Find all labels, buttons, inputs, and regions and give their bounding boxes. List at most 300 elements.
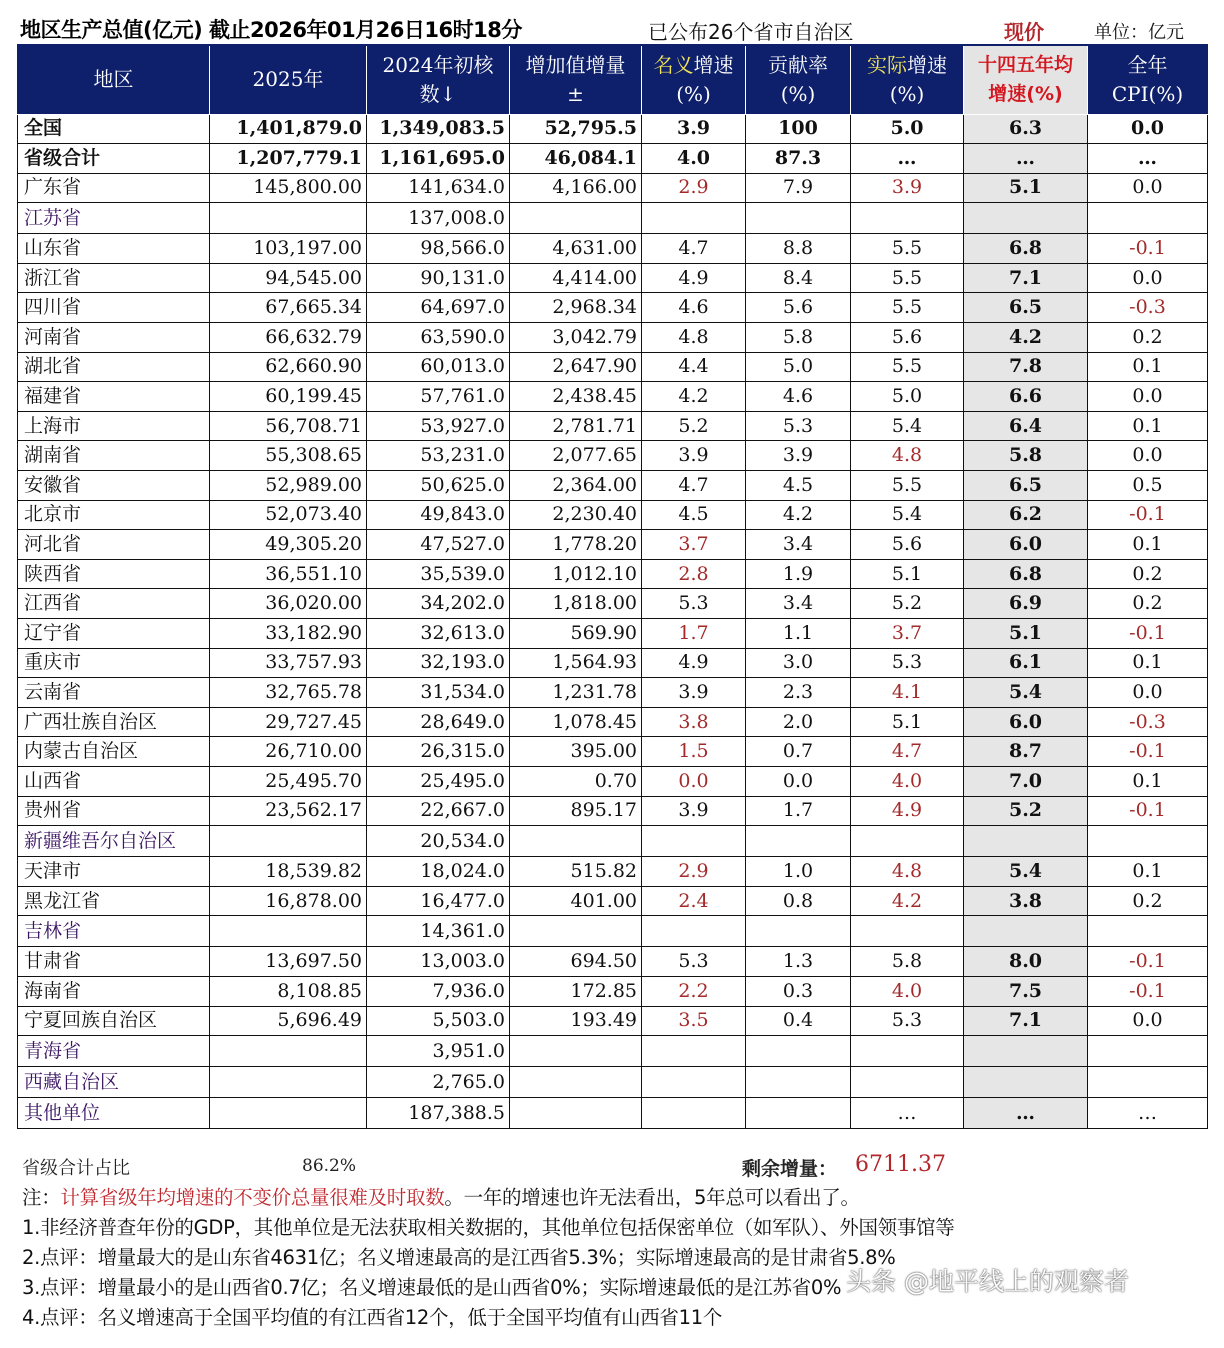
- avg14-cell: 6.0: [964, 530, 1088, 560]
- col-header-increment[interactable]: 增加值增量 ±: [510, 45, 642, 114]
- nominal-growth-cell: 1.5: [642, 737, 746, 767]
- increment-cell: 2,230.40: [510, 500, 642, 530]
- cpi-cell: 0.1: [1088, 766, 1208, 796]
- table-row: [18, 559, 1208, 589]
- region-cell: 其他单位: [18, 1098, 210, 1129]
- contribution-cell: [746, 1098, 851, 1129]
- region-cell: 天津市: [18, 857, 210, 887]
- gdp2025-cell: 55,308.65: [210, 441, 367, 471]
- real-growth-cell: 5.0: [851, 114, 964, 144]
- avg14-cell: 8.7: [964, 737, 1088, 767]
- gdp2024-cell: 35,539.0: [367, 559, 510, 589]
- gdp2024-cell: 25,495.0: [367, 766, 510, 796]
- cpi-cell: 0.2: [1088, 886, 1208, 916]
- avg14-cell: 7.1: [964, 263, 1088, 293]
- gdp2024-cell: 13,003.0: [367, 947, 510, 977]
- gdp2024-cell: 20,534.0: [367, 826, 510, 857]
- gdp2025-cell: 23,562.17: [210, 796, 367, 826]
- gdp2025-cell: 52,989.00: [210, 471, 367, 501]
- contribution-cell: 2.0: [746, 707, 851, 737]
- table-row: [18, 323, 1208, 353]
- table-row: [18, 678, 1208, 708]
- increment-cell: [510, 916, 642, 947]
- nominal-growth-cell: 3.5: [642, 1006, 746, 1036]
- real-growth-cell: 5.5: [851, 471, 964, 501]
- contribution-cell: 8.4: [746, 263, 851, 293]
- region-cell: 广西壮族自治区: [18, 707, 210, 737]
- increment-cell: 1,818.00: [510, 589, 642, 619]
- nominal-growth-cell: 3.7: [642, 530, 746, 560]
- cpi-cell: [1088, 1067, 1208, 1098]
- cpi-cell: 0.1: [1088, 352, 1208, 382]
- contribution-cell: 87.3: [746, 144, 851, 174]
- nominal-growth-cell: 4.7: [642, 471, 746, 501]
- avg14-cell: 6.4: [964, 411, 1088, 441]
- gdp2025-cell: 8,108.85: [210, 976, 367, 1006]
- nominal-growth-cell: 3.9: [642, 441, 746, 471]
- contribution-cell: [746, 203, 851, 234]
- nominal-growth-cell: 3.9: [642, 114, 746, 144]
- nominal-growth-cell: 4.8: [642, 323, 746, 353]
- region-cell: 上海市: [18, 411, 210, 441]
- gdp2025-cell: 26,710.00: [210, 737, 367, 767]
- cpi-cell: 0.1: [1088, 411, 1208, 441]
- nominal-growth-cell: [642, 1067, 746, 1098]
- col-header-cpi[interactable]: 全年 CPI(%): [1088, 45, 1208, 114]
- contribution-cell: 3.4: [746, 589, 851, 619]
- cpi-cell: 0.0: [1088, 678, 1208, 708]
- gdp2024-cell: 47,527.0: [367, 530, 510, 560]
- contribution-cell: 4.2: [746, 500, 851, 530]
- table-row: [18, 1098, 1208, 1129]
- nominal-growth-cell: 2.8: [642, 559, 746, 589]
- col-header-14th-plan-avg[interactable]: 十四五年均 增速(%): [964, 45, 1088, 114]
- gdp2024-cell: 187,388.5: [367, 1098, 510, 1129]
- increment-cell: 2,781.71: [510, 411, 642, 441]
- gdp2024-cell: 31,534.0: [367, 678, 510, 708]
- nominal-growth-cell: [642, 1036, 746, 1067]
- avg14-cell: [964, 203, 1088, 234]
- increment-cell: 1,778.20: [510, 530, 642, 560]
- gdp2024-cell: 98,566.0: [367, 234, 510, 264]
- top-bar: [0, 0, 1224, 44]
- table-header-row: [18, 45, 1208, 114]
- col-header-contribution[interactable]: 贡献率 (%): [746, 45, 851, 114]
- real-growth-cell: 5.5: [851, 352, 964, 382]
- cpi-cell: 0.0: [1088, 441, 1208, 471]
- cpi-cell: …: [1088, 144, 1208, 174]
- cpi-cell: 0.0: [1088, 1006, 1208, 1036]
- real-growth-cell: 5.6: [851, 323, 964, 353]
- note-item-2: 2.点评：增量最大的是山东省4631亿；名义增速最高的是江西省5.3%；实际增速最高的是甘肃省5.8%: [22, 1246, 896, 1269]
- contribution-cell: [746, 826, 851, 857]
- note-item-4: 4.点评：名义增速高于全国平均值的有江西省12个，低于全国平均值有山西省11个: [22, 1306, 723, 1329]
- gdp2025-cell: 16,878.00: [210, 886, 367, 916]
- region-cell: 内蒙古自治区: [18, 737, 210, 767]
- real-growth-cell: 5.1: [851, 559, 964, 589]
- region-cell: 陕西省: [18, 559, 210, 589]
- table-row: [18, 886, 1208, 916]
- increment-cell: 172.85: [510, 976, 642, 1006]
- real-growth-cell: 5.5: [851, 293, 964, 323]
- region-cell: 全国: [18, 114, 210, 144]
- avg14-cell: 6.3: [964, 114, 1088, 144]
- region-cell: 四川省: [18, 293, 210, 323]
- gdp2025-cell: 36,020.00: [210, 589, 367, 619]
- increment-cell: 3,042.79: [510, 323, 642, 353]
- contribution-cell: [746, 1067, 851, 1098]
- table-row: [18, 947, 1208, 977]
- increment-cell: [510, 1098, 642, 1129]
- real-growth-cell: 3.7: [851, 619, 964, 649]
- table-row: [18, 293, 1208, 323]
- nominal-growth-cell: 3.8: [642, 707, 746, 737]
- region-cell: 广东省: [18, 173, 210, 203]
- region-cell: 福建省: [18, 382, 210, 412]
- avg14-cell: [964, 826, 1088, 857]
- contribution-cell: 5.3: [746, 411, 851, 441]
- gdp2025-cell: [210, 203, 367, 234]
- region-cell: 江西省: [18, 589, 210, 619]
- real-growth-cell: [851, 203, 964, 234]
- nominal-growth-cell: 4.9: [642, 648, 746, 678]
- gdp2025-cell: 33,182.90: [210, 619, 367, 649]
- gdp2025-cell: [210, 826, 367, 857]
- contribution-cell: 1.3: [746, 947, 851, 977]
- nominal-growth-cell: [642, 826, 746, 857]
- provincial-share-value: 86.2%: [302, 1156, 357, 1176]
- table-row: [18, 530, 1208, 560]
- region-cell: 新疆维吾尔自治区: [18, 826, 210, 857]
- increment-cell: 1,564.93: [510, 648, 642, 678]
- cpi-cell: 0.0: [1088, 114, 1208, 144]
- nominal-growth-cell: 2.4: [642, 886, 746, 916]
- avg14-cell: …: [964, 144, 1088, 174]
- cpi-cell: -0.1: [1088, 234, 1208, 264]
- col-header-real-growth[interactable]: 实际增速 (%): [851, 45, 964, 114]
- avg14-cell: 7.5: [964, 976, 1088, 1006]
- gdp2024-cell: 53,231.0: [367, 441, 510, 471]
- table-row: [18, 1006, 1208, 1036]
- table-row: [18, 411, 1208, 441]
- contribution-cell: 1.7: [746, 796, 851, 826]
- real-growth-cell: 5.4: [851, 411, 964, 441]
- table-body: [18, 114, 1208, 1129]
- cpi-cell: 0.1: [1088, 857, 1208, 887]
- real-growth-cell: [851, 916, 964, 947]
- real-growth-cell: 4.2: [851, 886, 964, 916]
- avg14-cell: 6.5: [964, 471, 1088, 501]
- gdp2024-cell: 34,202.0: [367, 589, 510, 619]
- region-cell: 河南省: [18, 323, 210, 353]
- real-growth-cell: 5.0: [851, 382, 964, 412]
- nominal-growth-cell: 3.9: [642, 796, 746, 826]
- increment-cell: 1,078.45: [510, 707, 642, 737]
- real-growth-cell: 5.3: [851, 1006, 964, 1036]
- contribution-cell: 3.0: [746, 648, 851, 678]
- contribution-cell: 3.9: [746, 441, 851, 471]
- avg14-cell: 6.1: [964, 648, 1088, 678]
- table-row: [18, 648, 1208, 678]
- real-growth-cell: 3.9: [851, 173, 964, 203]
- gdp2024-cell: 63,590.0: [367, 323, 510, 353]
- table-row: [18, 471, 1208, 501]
- contribution-cell: 8.8: [746, 234, 851, 264]
- real-growth-cell: 4.0: [851, 976, 964, 1006]
- cpi-cell: 0.1: [1088, 530, 1208, 560]
- table-row: [18, 500, 1208, 530]
- nominal-growth-cell: 4.6: [642, 293, 746, 323]
- region-cell: 北京市: [18, 500, 210, 530]
- table-row: [18, 441, 1208, 471]
- contribution-cell: [746, 1036, 851, 1067]
- gdp2025-cell: [210, 1098, 367, 1129]
- region-cell: 西藏自治区: [18, 1067, 210, 1098]
- col-header-gdp2024[interactable]: 2024年初核 数↓: [367, 45, 510, 114]
- nominal-growth-cell: [642, 203, 746, 234]
- region-cell: 海南省: [18, 976, 210, 1006]
- increment-cell: 895.17: [510, 796, 642, 826]
- increment-cell: 1,231.78: [510, 678, 642, 708]
- increment-cell: 515.82: [510, 857, 642, 887]
- table-row: [18, 173, 1208, 203]
- cpi-cell: -0.1: [1088, 976, 1208, 1006]
- contribution-cell: 5.6: [746, 293, 851, 323]
- avg14-cell: 6.8: [964, 559, 1088, 589]
- gdp2024-cell: 32,613.0: [367, 619, 510, 649]
- note-item-1: 1.非经济普查年份的GDP，其他单位是无法获取相关数据的，其他单位包括保密单位（如军队）、外国领事馆等: [22, 1216, 955, 1239]
- gdp2024-cell: 5,503.0: [367, 1006, 510, 1036]
- gdp2025-cell: 25,495.70: [210, 766, 367, 796]
- contribution-cell: 4.6: [746, 382, 851, 412]
- avg14-cell: 5.2: [964, 796, 1088, 826]
- gdp2025-cell: 67,665.34: [210, 293, 367, 323]
- increment-cell: [510, 1036, 642, 1067]
- real-growth-cell: 5.5: [851, 263, 964, 293]
- note-item-3: 3.点评：增量最小的是山西省0.7亿；名义增速最低的是山西省0%；实际增速最低的是江苏省0%: [22, 1276, 842, 1299]
- gdp2025-cell: [210, 916, 367, 947]
- real-growth-cell: 5.1: [851, 707, 964, 737]
- region-cell: 安徽省: [18, 471, 210, 501]
- region-cell: 辽宁省: [18, 619, 210, 649]
- region-cell: 吉林省: [18, 916, 210, 947]
- gdp2024-cell: 3,951.0: [367, 1036, 510, 1067]
- avg14-cell: 3.8: [964, 886, 1088, 916]
- table-row: [18, 826, 1208, 857]
- contribution-cell: 2.3: [746, 678, 851, 708]
- gdp2024-cell: 7,936.0: [367, 976, 510, 1006]
- avg14-cell: 7.8: [964, 352, 1088, 382]
- col-header-gdp2025[interactable]: 2025年: [210, 45, 367, 114]
- col-header-region[interactable]: 地区: [18, 45, 210, 114]
- cpi-cell: 0.0: [1088, 382, 1208, 412]
- gdp-table: [17, 44, 1208, 1129]
- gdp2024-cell: 14,361.0: [367, 916, 510, 947]
- avg14-cell: 6.6: [964, 382, 1088, 412]
- real-growth-cell: [851, 1067, 964, 1098]
- table-row: [18, 114, 1208, 144]
- table-row: [18, 737, 1208, 767]
- real-growth-cell: 4.8: [851, 857, 964, 887]
- increment-cell: [510, 1067, 642, 1098]
- gdp2024-cell: 22,667.0: [367, 796, 510, 826]
- real-growth-cell: 5.4: [851, 500, 964, 530]
- table-row: [18, 203, 1208, 234]
- cpi-cell: [1088, 916, 1208, 947]
- region-cell: 重庆市: [18, 648, 210, 678]
- cpi-cell: -0.1: [1088, 737, 1208, 767]
- region-cell: 湖北省: [18, 352, 210, 382]
- nominal-growth-cell: 4.5: [642, 500, 746, 530]
- gdp2025-cell: [210, 1067, 367, 1098]
- cpi-cell: 0.2: [1088, 559, 1208, 589]
- gdp2025-cell: 56,708.71: [210, 411, 367, 441]
- increment-cell: 2,364.00: [510, 471, 642, 501]
- gdp2025-cell: 60,199.45: [210, 382, 367, 412]
- gdp2025-cell: 62,660.90: [210, 352, 367, 382]
- gdp2024-cell: 60,013.0: [367, 352, 510, 382]
- gdp2024-cell: 137,008.0: [367, 203, 510, 234]
- region-cell: 甘肃省: [18, 947, 210, 977]
- increment-cell: 2,968.34: [510, 293, 642, 323]
- gdp2024-cell: 90,131.0: [367, 263, 510, 293]
- cpi-cell: [1088, 1036, 1208, 1067]
- cpi-cell: -0.1: [1088, 619, 1208, 649]
- region-cell: 宁夏回族自治区: [18, 1006, 210, 1036]
- table-row: [18, 619, 1208, 649]
- gdp2024-cell: 1,161,695.0: [367, 144, 510, 174]
- cpi-cell: [1088, 203, 1208, 234]
- table-row: [18, 144, 1208, 174]
- watermark: 头条 @地平线上的观察者: [846, 1267, 1129, 1296]
- nominal-growth-cell: [642, 916, 746, 947]
- table-row: [18, 589, 1208, 619]
- real-growth-cell: …: [851, 1098, 964, 1129]
- real-growth-cell: [851, 1036, 964, 1067]
- cpi-cell: 0.2: [1088, 589, 1208, 619]
- cpi-cell: -0.3: [1088, 707, 1208, 737]
- table-row: [18, 1067, 1208, 1098]
- avg14-cell: [964, 1067, 1088, 1098]
- cpi-cell: -0.1: [1088, 500, 1208, 530]
- increment-cell: 2,647.90: [510, 352, 642, 382]
- cpi-cell: 0.0: [1088, 263, 1208, 293]
- avg14-cell: 6.5: [964, 293, 1088, 323]
- increment-cell: 694.50: [510, 947, 642, 977]
- gdp2024-cell: 57,761.0: [367, 382, 510, 412]
- real-growth-cell: 4.1: [851, 678, 964, 708]
- table-row: [18, 916, 1208, 947]
- remaining-increment-label: 剩余增量：: [742, 1158, 838, 1180]
- gdp2024-cell: 26,315.0: [367, 737, 510, 767]
- region-cell: 贵州省: [18, 796, 210, 826]
- gdp2024-cell: 28,649.0: [367, 707, 510, 737]
- region-cell: 云南省: [18, 678, 210, 708]
- cpi-cell: -0.1: [1088, 947, 1208, 977]
- increment-cell: 569.90: [510, 619, 642, 649]
- note-line: 注：计算省级年均增速的不变价总量很难及时取数。一年的增速也许无法看出，5年总可以看出了。: [22, 1186, 860, 1209]
- avg14-cell: 5.1: [964, 173, 1088, 203]
- gdp2024-cell: 16,477.0: [367, 886, 510, 916]
- increment-cell: [510, 203, 642, 234]
- nominal-growth-cell: 2.9: [642, 173, 746, 203]
- avg14-cell: 8.0: [964, 947, 1088, 977]
- region-cell: 黑龙江省: [18, 886, 210, 916]
- avg14-cell: 5.4: [964, 678, 1088, 708]
- nominal-growth-cell: 2.9: [642, 857, 746, 887]
- unit-label: 单位：亿元: [1094, 22, 1184, 43]
- region-cell: 山西省: [18, 766, 210, 796]
- real-growth-cell: …: [851, 144, 964, 174]
- price-type-label: 现价: [1004, 20, 1044, 44]
- avg14-cell: 4.2: [964, 323, 1088, 353]
- cpi-cell: 0.5: [1088, 471, 1208, 501]
- nominal-growth-cell: 5.2: [642, 411, 746, 441]
- contribution-cell: 1.0: [746, 857, 851, 887]
- gdp2025-cell: 49,305.20: [210, 530, 367, 560]
- real-growth-cell: 4.0: [851, 766, 964, 796]
- nominal-growth-cell: 4.2: [642, 382, 746, 412]
- increment-cell: 4,166.00: [510, 173, 642, 203]
- contribution-cell: 5.0: [746, 352, 851, 382]
- nominal-growth-cell: 5.3: [642, 947, 746, 977]
- col-header-nominal-growth[interactable]: 名义增速 (%): [642, 45, 746, 114]
- gdp2024-cell: 53,927.0: [367, 411, 510, 441]
- gdp2025-cell: 33,757.93: [210, 648, 367, 678]
- increment-cell: 4,414.00: [510, 263, 642, 293]
- contribution-cell: 7.9: [746, 173, 851, 203]
- region-cell: 浙江省: [18, 263, 210, 293]
- real-growth-cell: 4.8: [851, 441, 964, 471]
- cpi-cell: …: [1088, 1098, 1208, 1129]
- avg14-cell: 5.1: [964, 619, 1088, 649]
- increment-cell: 52,795.5: [510, 114, 642, 144]
- increment-cell: 193.49: [510, 1006, 642, 1036]
- increment-cell: 1,012.10: [510, 559, 642, 589]
- provincial-share-label: 省级合计占比: [22, 1158, 130, 1179]
- nominal-growth-cell: 2.2: [642, 976, 746, 1006]
- gdp2024-cell: 141,634.0: [367, 173, 510, 203]
- avg14-cell: 6.9: [964, 589, 1088, 619]
- table-row: [18, 352, 1208, 382]
- increment-cell: [510, 826, 642, 857]
- gdp2025-cell: 1,401,879.0: [210, 114, 367, 144]
- table-row: [18, 857, 1208, 887]
- avg14-cell: [964, 1036, 1088, 1067]
- gdp2024-cell: 18,024.0: [367, 857, 510, 887]
- nominal-growth-cell: 4.7: [642, 234, 746, 264]
- gdp2025-cell: 94,545.00: [210, 263, 367, 293]
- increment-cell: 4,631.00: [510, 234, 642, 264]
- table-row: [18, 263, 1208, 293]
- cpi-cell: -0.3: [1088, 293, 1208, 323]
- contribution-cell: 0.4: [746, 1006, 851, 1036]
- gdp2025-cell: 103,197.00: [210, 234, 367, 264]
- gdp2024-cell: 1,349,083.5: [367, 114, 510, 144]
- contribution-cell: 3.4: [746, 530, 851, 560]
- cpi-cell: 0.0: [1088, 173, 1208, 203]
- gdp2025-cell: [210, 1036, 367, 1067]
- increment-cell: 0.70: [510, 766, 642, 796]
- avg14-cell: …: [964, 1098, 1088, 1129]
- table-row: [18, 234, 1208, 264]
- gdp2025-cell: 32,765.78: [210, 678, 367, 708]
- table-row: [18, 382, 1208, 412]
- region-cell: 山东省: [18, 234, 210, 264]
- contribution-cell: 0.0: [746, 766, 851, 796]
- gdp2025-cell: 13,697.50: [210, 947, 367, 977]
- increment-cell: 2,077.65: [510, 441, 642, 471]
